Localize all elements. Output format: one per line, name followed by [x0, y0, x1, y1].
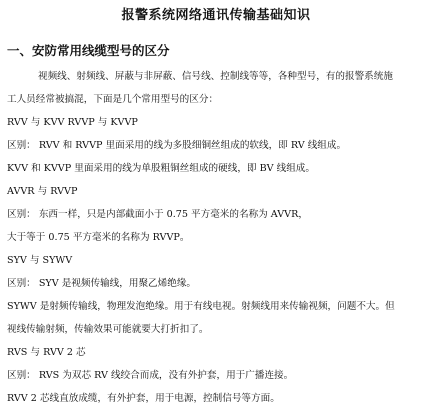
paragraph-line: 工人员经常被搞混，下面是几个常用型号的区分：: [7, 94, 219, 105]
cable-type-line: AVVR 与 RVVP: [7, 186, 78, 197]
document-title: 报警系统网络通讯传输基础知识: [121, 8, 311, 23]
cable-type-line: RVV 与 KVV RVVP 与 KVVP: [7, 117, 138, 128]
cable-type-line: RVS 与 RVV 2 芯: [7, 347, 86, 358]
paragraph-line: RVV 2 芯线直放成缆，有外护套，用于电源，控制信号等方面。: [7, 393, 280, 404]
difference-line: 区别： RVV 和 RVVP 里面采用的线为多股细铜丝组成的软线，即 RV 线组成。: [7, 140, 347, 151]
paragraph-line: SYWV 是射频传输线，物理发泡绝缘。用于有线电视。射频线用来传输视频，问题不大。但: [7, 301, 395, 312]
difference-line: 区别： 东西一样，只是内部截面小于 0.75 平方毫米的名称为 AVVR，: [7, 209, 308, 220]
paragraph-line: 视线传输射频，传输效果可能就要大打折扣了。: [7, 324, 209, 335]
difference-line: 区别： RVS 为双芯 RV 线绞合而成，没有外护套，用于广播连接。: [7, 370, 294, 381]
cable-type-line: SYV 与 SYWV: [7, 255, 73, 266]
difference-line: 区别： SYV 是视频传输线，用聚乙烯绝缘。: [7, 278, 197, 289]
paragraph-line: 大于等于 0.75 平方毫米的名称为 RVVP。: [7, 232, 190, 243]
paragraph-line: 视频线、射频线、屏蔽与非屏蔽、信号线、控制线等等，各种型号，有的报警系统施: [38, 71, 393, 82]
paragraph-line: KVV 和 KVVP 里面采用的线为单股粗铜丝组成的硬线，即 BV 线组成。: [7, 163, 315, 174]
section-heading: 一、安防常用线缆型号的区分: [7, 43, 170, 58]
